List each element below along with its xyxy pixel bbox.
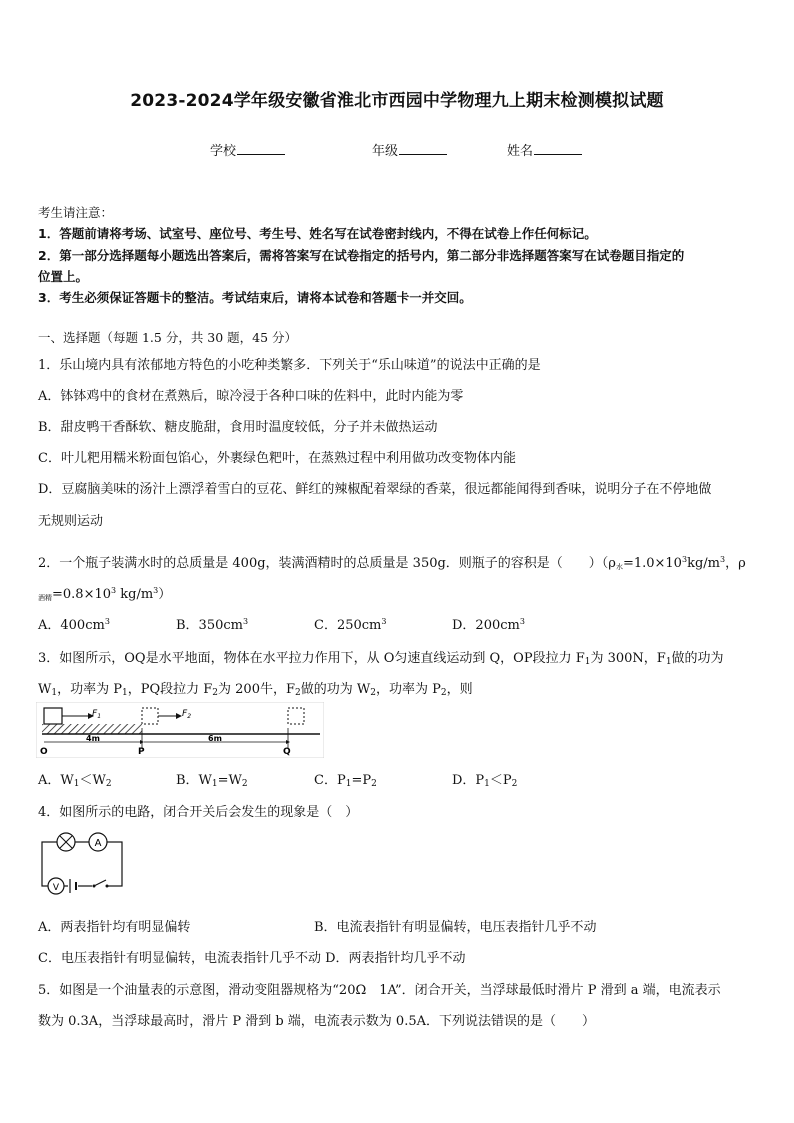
label-p: P xyxy=(138,747,145,757)
name-field xyxy=(507,140,582,159)
grade-blank[interactable] xyxy=(399,142,447,155)
label-o: O xyxy=(40,747,48,757)
section-heading: 一、选择题（每题 1.5 分，共 30 题，45 分） xyxy=(38,330,298,345)
q3-option-a: A．$W_1<W_2$ xyxy=(38,773,112,789)
q3-motion-figure xyxy=(36,702,324,758)
notice-heading: 考生请注意： xyxy=(38,205,114,220)
label-f1: $F_1$ xyxy=(92,709,102,720)
label-f2: $F_2$ xyxy=(182,709,192,720)
q1-option-a: A．钵钵鸡中的食材在煮熟后，晾冷浸于各种口味的佐料中，此时内能为零 xyxy=(38,389,464,404)
label-q: Q xyxy=(283,747,291,757)
q3-stem: 3．如图所示，OQ是水平地面，物体在水平拉力作用下，从 O匀速直线运动到 Q，OP段拉力 $F_1$为 300N，$F_1$做的功为 xyxy=(38,651,724,667)
q4-circuit-figure xyxy=(38,828,126,896)
q2-stem-cont: $_{酒精}=0.8\times 10^3$ $kg/m^3$） xyxy=(38,586,172,602)
school-blank[interactable] xyxy=(237,142,285,155)
rough-surface-hatch xyxy=(42,724,142,734)
page-title: 2023-2024学年级安徽省淮北市西园中学物理九上期末检测模拟试题 xyxy=(130,91,664,111)
school-label: 学校 xyxy=(210,144,237,159)
name-label: 姓名 xyxy=(507,144,534,159)
grade-label: 年级 xyxy=(372,144,399,159)
q2-option-b: B．$350cm^3$ xyxy=(176,617,249,633)
q4-option-b: B．电流表指针有明显偏转，电压表指针几乎不动 xyxy=(314,920,597,935)
q2-option-c: C．$250cm^3$ xyxy=(314,617,387,633)
q2-stem: 2．一个瓶子装满水时的总质量是 400g，装满酒精时的总质量是 350g．则瓶子的容积是（ ）（$\rho_水=1.0\times 10^3kg/m^3$，ρ xyxy=(38,555,746,571)
q1-stem: 1．乐山境内具有浓郁地方特色的小吃种类繁多．下列关于“乐山味道”的说法中正确的是 xyxy=(38,358,541,373)
voltmeter-label: V xyxy=(52,883,60,893)
school-field xyxy=(210,140,285,159)
ammeter-label: A xyxy=(94,838,102,849)
grade-field xyxy=(372,140,447,159)
q1-option-c: C．叶儿粑用糯米粉面包馅心，外裹绿色粑叶，在蒸熟过程中利用做功改变物体内能 xyxy=(38,451,516,466)
q4-option-c-d: C．电压表指针有明显偏转，电流表指针几乎不动 D．两表指针均几乎不动 xyxy=(38,951,466,966)
q1-option-d-cont: 无规则运动 xyxy=(38,514,104,529)
q5-stem: 5．如图是一个油量表的示意图，滑动变阻器规格为“20Ω 1A”．闭合开关，当浮球最低时滑片 P 滑到 a 端，电流表示 xyxy=(38,983,721,998)
q4-stem: 4．如图所示的电路，闭合开关后会发生的现象是（ ） xyxy=(38,805,359,820)
q3-stem-cont: $W_1$，功率为 $P_1$，PQ段拉力 $F_2$为 200牛，$F_2$做的功为 $W_2$，功率为 $P_2$，则 xyxy=(38,682,473,698)
q3-option-c: C．$P_1=P_2$ xyxy=(314,773,377,789)
q5-stem-cont: 数为 0.3A，当浮球最高时，滑片 P 滑到 b 端，电流表示数为 0.5A．下列说法错误的是（ ） xyxy=(38,1014,595,1029)
q2-option-a: A．$400cm^3$ xyxy=(38,617,110,633)
label-6m: 6m xyxy=(208,734,222,743)
q1-option-d: D．豆腐脑美味的汤汁上漂浮着雪白的豆花、鲜红的辣椒配着翠绿的香菜，很远都能闻得到香味，说明分子在不停地做 xyxy=(38,482,712,497)
label-4m: 4m xyxy=(86,734,100,743)
q3-option-d: D．$P_1<P_2$ xyxy=(452,773,518,789)
q2-option-d: D．$200cm^3$ xyxy=(452,617,525,633)
notice-item: 1．答题前请将考场、试室号、座位号、考生号、姓名写在试卷密封线内，不得在试卷上作任何标记。 xyxy=(38,226,597,241)
q3-option-b: B．$W_1=W_2$ xyxy=(176,773,248,789)
notice-item: 3．考生必须保证答题卡的整洁。考试结束后，请将本试卷和答题卡一并交回。 xyxy=(38,290,472,305)
notice-item: 2．第一部分选择题每小题选出答案后，需将答案写在试卷指定的括号内，第二部分非选择题答案写在试卷题目指定的 xyxy=(38,248,685,263)
name-blank[interactable] xyxy=(534,142,582,155)
q1-option-b: B．甜皮鸭干香酥软、糖皮脆甜，食用时温度较低，分子并未做热运动 xyxy=(38,420,438,435)
q4-option-a: A．两表指针均有明显偏转 xyxy=(38,920,191,935)
notice-item: 位置上。 xyxy=(38,269,89,284)
